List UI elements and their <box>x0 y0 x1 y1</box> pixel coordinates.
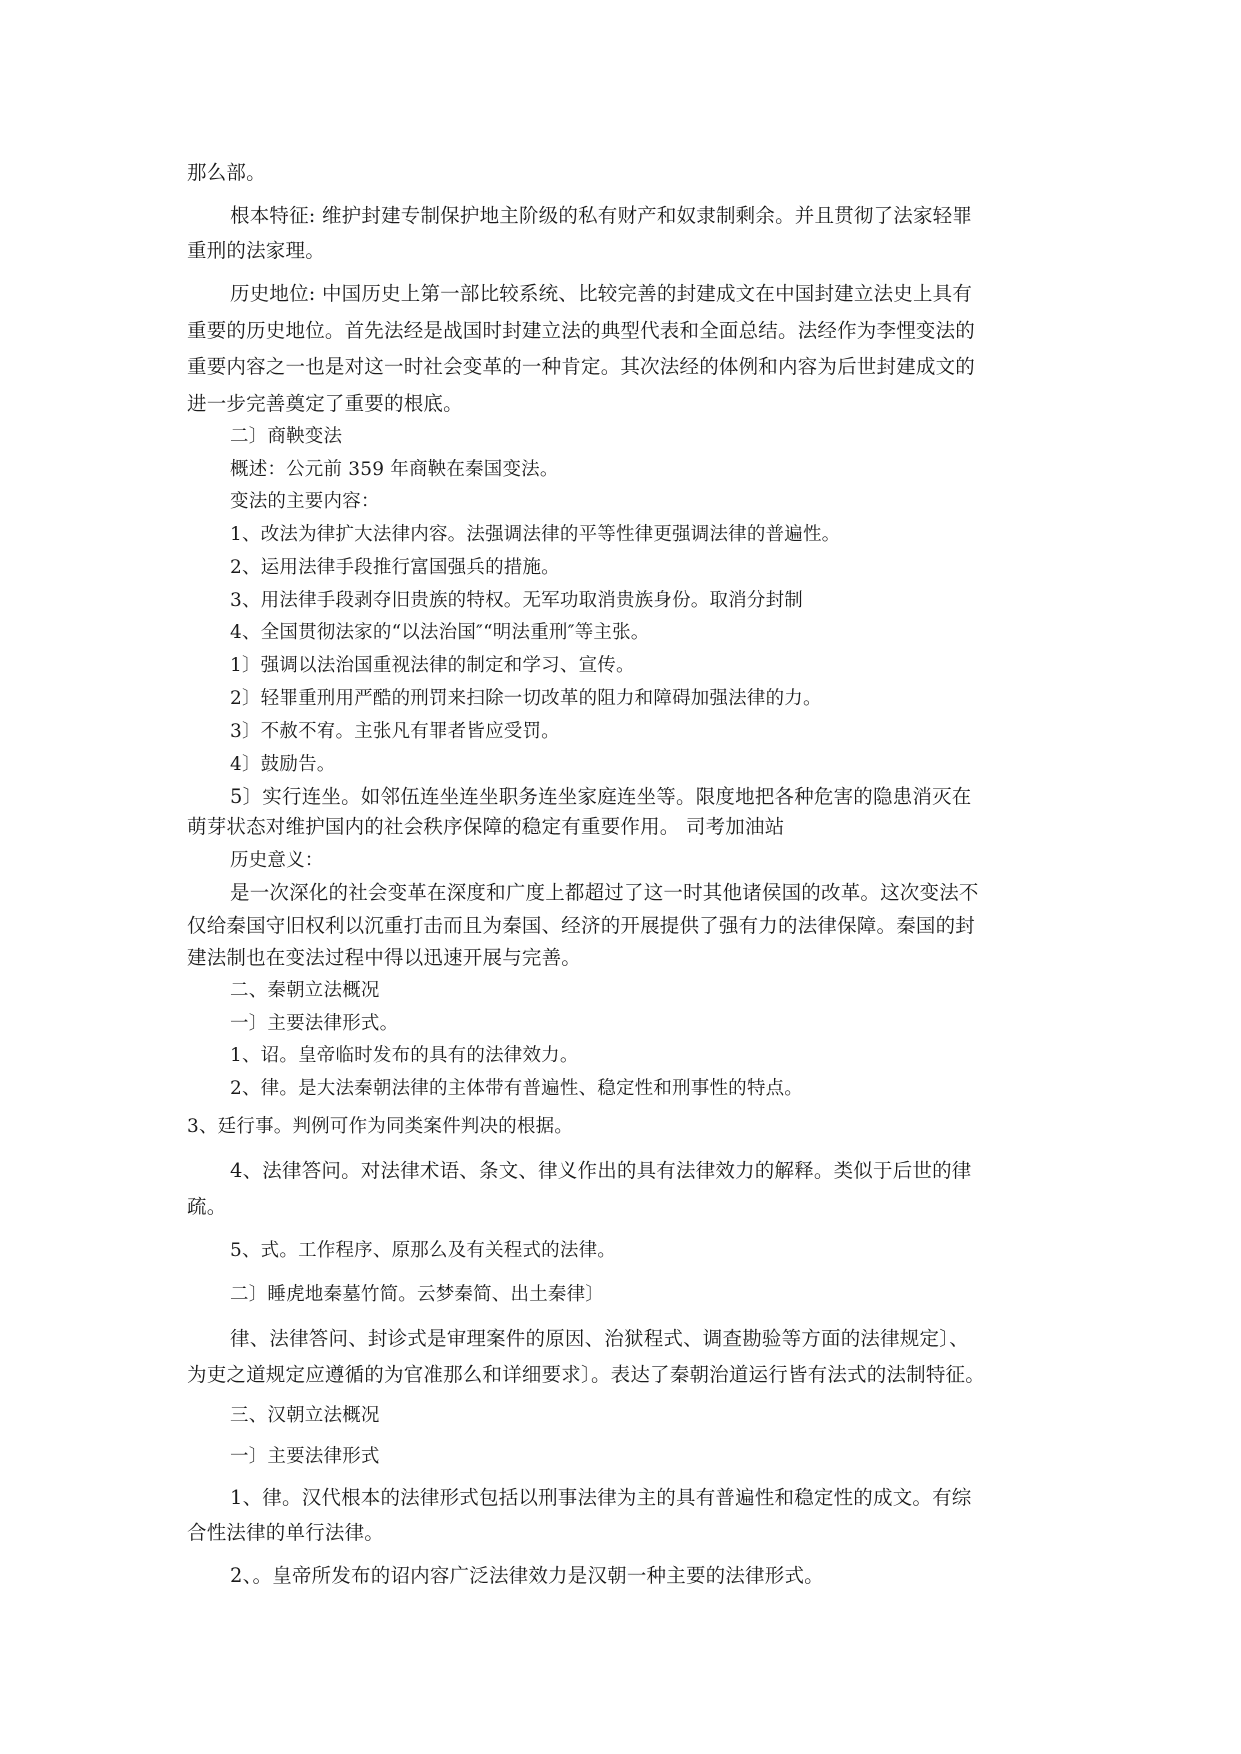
section-heading: 一〕主要法律形式 <box>230 1446 380 1467</box>
text-line: 萌芽状态对维护国内的社会秩序保障的稳定有重要作用。 司考加油站 <box>187 815 785 838</box>
text-line: 重刑的法家理。 <box>187 239 325 262</box>
text-line: 概述：公元前 359 年商鞅在秦国变法。 <box>230 459 559 480</box>
text-line: 重要内容之一也是对这一时社会变革的一种肯定。其次法经的体例和内容为后世封建成文的 <box>187 355 976 378</box>
section-heading: 三、汉朝立法概况 <box>230 1405 380 1426</box>
list-item: 3、廷行事。判例可作为同类案件判决的根据。 <box>187 1116 573 1137</box>
list-item: 4、法律答问。对法律术语、条文、律义作出的具有法律效力的解释。类似于后世的律 <box>230 1159 972 1182</box>
list-item: 3〕不赦不宥。主张凡有罪者皆应受罚。 <box>230 721 560 742</box>
list-item: 3、用法律手段剥夺旧贵族的特权。无军功取消贵族身份。取消分封制 <box>230 590 803 611</box>
text-line: 那么部。 <box>187 161 266 184</box>
text-line: 历史意义： <box>230 850 324 871</box>
text-line: 变法的主要内容： <box>230 491 380 512</box>
list-item: 5〕实行连坐。如邻伍连坐连坐职务连坐家庭连坐等。限度地把各种危害的隐患消灭在 <box>230 785 972 808</box>
text-line: 进一步完善奠定了重要的根底。 <box>187 392 463 415</box>
text-line: 律、法律答问、封诊式是审理案件的原因、治狱程式、调查勘验等方面的法律规定〕、 <box>230 1327 969 1350</box>
text-line: 为吏之道规定应遵循的为官准那么和详细要求〕。表达了秦朝治道运行皆有法式的法制特征。 <box>187 1363 985 1386</box>
list-item: 2、运用法律手段推行富国强兵的措施。 <box>230 557 560 578</box>
text-line: 重要的历史地位。首先法经是战国时封建立法的典型代表和全面总结。法经作为李悝变法的 <box>187 319 976 342</box>
section-heading: 二〕睡虎地秦墓竹简。云梦秦简、出土秦律〕 <box>230 1284 605 1305</box>
list-item: 2、。皇帝所发布的诏内容广泛法律效力是汉朝一种主要的法律形式。 <box>230 1564 824 1587</box>
list-item: 1、律。汉代根本的法律形式包括以刑事法律为主的具有普遍性和稳定性的成文。有综 <box>230 1486 972 1509</box>
list-item: 4、全国贯彻法家的“以法治国″“明法重刑″等主张。 <box>230 622 650 643</box>
text-line: 合性法律的单行法律。 <box>187 1521 385 1544</box>
text-line: 根本特征: 维护封建专制保护地主阶级的私有财产和奴隶制剩余。并且贯彻了法家轻罪 <box>230 204 973 227</box>
section-heading: 二〕商鞅变法 <box>230 426 343 447</box>
text-line: 疏。 <box>187 1195 227 1218</box>
list-item: 1、改法为律扩大法律内容。法强调法律的平等性律更强调法律的普遍性。 <box>230 524 841 545</box>
list-item: 5、式。工作程序、原那么及有关程式的法律。 <box>230 1240 616 1261</box>
text-line: 历史地位: 中国历史上第一部比较系统、比较完善的封建成文在中国封建立法史上具有 <box>230 282 973 305</box>
list-item: 1〕强调以法治国重视法律的制定和学习、宣传。 <box>230 655 635 676</box>
list-item: 4〕鼓励告。 <box>230 754 336 775</box>
text-line: 是一次深化的社会变革在深度和广度上都超过了这一时其他诸侯国的改革。这次变法不 <box>230 881 979 904</box>
text-line: 建法制也在变法过程中得以迅速开展与完善。 <box>187 946 582 969</box>
list-item: 1、诏。皇帝临时发布的具有的法律效力。 <box>230 1045 579 1066</box>
section-heading: 二、秦朝立法概况 <box>230 980 380 1001</box>
section-heading: 一〕主要法律形式。 <box>230 1013 399 1034</box>
list-item: 2〕轻罪重刑用严酷的刑罚来扫除一切改革的阻力和障碍加强法律的力。 <box>230 688 822 709</box>
list-item: 2、律。是大法秦朝法律的主体带有普遍性、稳定性和刑事性的特点。 <box>230 1078 803 1099</box>
text-line: 仅给秦国守旧权利以沉重打击而且为秦国、经济的开展提供了强有力的法律保障。秦国的封 <box>187 914 976 937</box>
